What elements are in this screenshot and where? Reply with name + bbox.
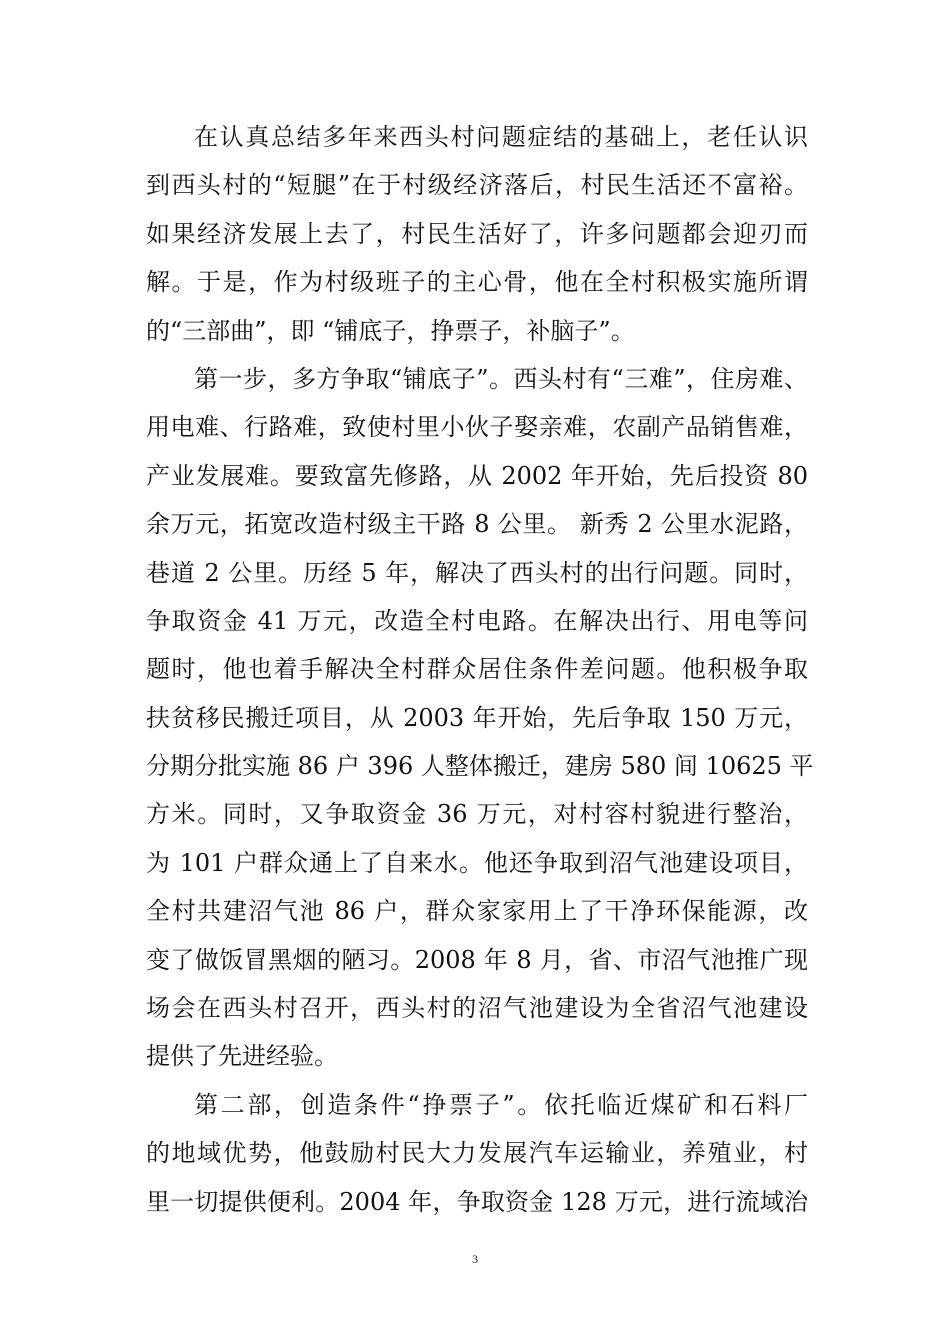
text-line: 如果经济发展上去了，村民生活好了，许多问题都会迎刃而 — [146, 219, 808, 248]
text-line: 提供了先进经验。 — [146, 1042, 338, 1071]
text-line: 产业发展难。要致富先修路，从 2002 年开始，先后投资 80 — [146, 461, 808, 490]
paragraph — [146, 355, 814, 1081]
text-line: 在认真总结多年来西头村问题症结的基础上，老任认识 — [194, 123, 808, 151]
body-text — [146, 113, 814, 1226]
text-line: 全村共建沼气池 86 户，群众家家用上了干净环保能源，改 — [146, 897, 808, 926]
paragraph — [146, 1081, 808, 1226]
text-line: 巷道 2 公里。历经 5 年，解决了西头村的出行问题。同时， — [146, 558, 808, 587]
text-line: 第一步，多方争取“铺底子”。西头村有“三难”，住房难、 — [194, 364, 808, 393]
text-line: 方米。同时，又争取资金 36 万元，对村容村貌进行整治， — [146, 800, 808, 829]
text-line: 扶贫移民搬迁项目，从 2003 年开始，先后争取 150 万元， — [146, 703, 808, 732]
text-line: 争取资金 41 万元，改造全村电路。在解决出行、用电等问 — [146, 606, 808, 635]
text-line: 的地域优势，他鼓励村民大力发展汽车运输业，养殖业，村 — [146, 1139, 808, 1168]
text-line: 到西头村的“短腿”在于村级经济落后，村民生活还不富裕。 — [146, 171, 808, 200]
page-number: 3 — [472, 1252, 478, 1266]
text-line: 场会在西头村召开，西头村的沼气池建设为全省沼气池建设 — [146, 994, 808, 1023]
text-line: 第二部，创造条件“挣票子”。依托临近煤矿和石料厂 — [194, 1090, 808, 1119]
text-line: 余万元，拓宽改造村级主干路 8 公里。 新秀 2 公里水泥路， — [146, 510, 808, 539]
text-line: 的“三部曲”，即 “铺底子，挣票子，补脑子”。 — [146, 316, 635, 345]
text-line: 变了做饭冒黑烟的陋习。2008 年 8 月，省、市沼气池推广现 — [146, 945, 808, 974]
text-line: 分期分批实施 86 户 396 人整体搬迁，建房 580 间 10625 平 — [146, 752, 814, 781]
text-line: 解。于是，作为村级班子的主心骨，他在全村积极实施所谓 — [146, 268, 808, 297]
paragraph — [146, 113, 808, 355]
text-line: 里一切提供便利。2004 年，争取资金 128 万元，进行流域治 — [146, 1187, 808, 1216]
text-line: 题时，他也着手解决全村群众居住条件差问题。他积极争取 — [146, 655, 808, 684]
text-line: 为 101 户群众通上了自来水。他还争取到沼气池建设项目， — [146, 848, 808, 877]
text-line: 用电难、行路难，致使村里小伙子娶亲难，农副产品销售难， — [146, 413, 808, 442]
